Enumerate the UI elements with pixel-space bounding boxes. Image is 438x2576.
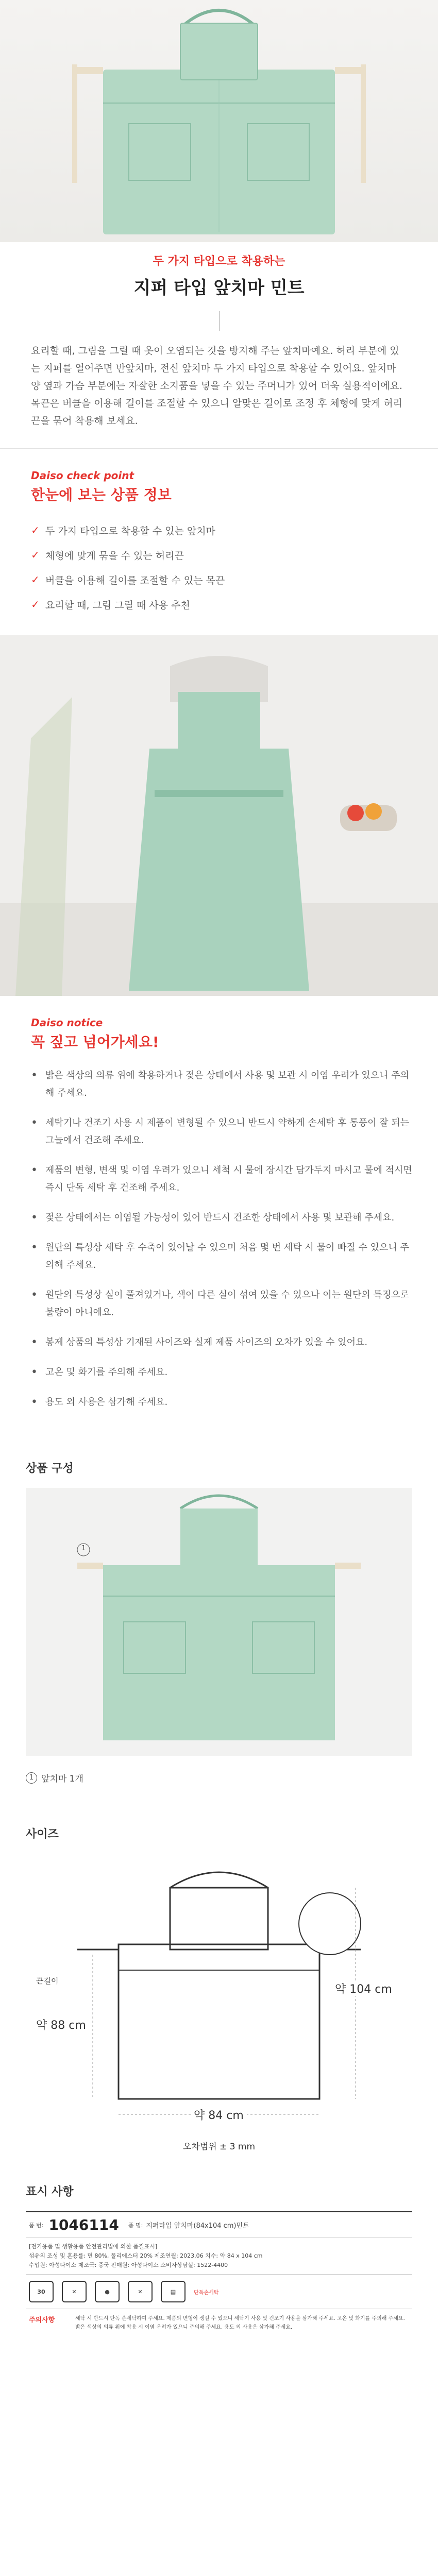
code-label: 품 번: <box>29 2222 44 2229</box>
name-label: 품 명: <box>128 2222 143 2229</box>
checkpoint-kicker: Daiso check point <box>31 469 134 482</box>
bullet-icon: • <box>31 1069 38 1082</box>
checkpoint-list <box>0 504 438 615</box>
care-symbols <box>26 2275 412 2309</box>
bullet-icon: • <box>31 1336 38 1349</box>
hand-wash-icon: 30 <box>29 2281 54 2302</box>
composition-item-label: 앞치마 1개 <box>41 1774 83 1784</box>
size-title: 사이즈 <box>26 1828 59 1841</box>
label-section <box>0 2152 438 2337</box>
list-item: ✓ 체형에 맞게 묶을 수 있는 허리끈 <box>31 549 184 562</box>
label-line: [전기용품 및 생활용품 안전관리법에 의한 품질표시] <box>29 2243 158 2250</box>
composition-title: 상품 구성 <box>26 1462 74 1475</box>
caution-text: 세탁 시 반드시 단독 손세탁하여 주세요. 제품의 변형이 생길 수 있으니 세탁기 사용 및 건조기 사용을 삼가해 주세요. 고온 및 화기를 주의해 주세요. 밝은 색상의 의류 위에 착용 시 이염 우려가 있으니 주의해 주세요. 용도 외 사용은 삼가해 주세요. <box>75 2316 405 2330</box>
list-item: • 봉제 상품의 특성상 기재된 사이즈와 실제 제품 사이즈의 오차가 있을 수 있어요. <box>31 1334 412 1351</box>
list-item: • 세탁기나 건조기 사용 시 제품이 변형될 수 있으니 반드시 약하게 손세탁 후 통풍이 잘 되는 그늘에서 건조해 주세요. <box>31 1114 412 1149</box>
checkpoint-heading: 한눈에 보는 상품 정보 <box>31 486 172 503</box>
size-tolerance: 오차범위 ± 3 mm <box>182 2142 256 2152</box>
notice-list <box>0 1052 438 1411</box>
item-number-badge: 1 <box>26 1772 37 1784</box>
list-item: • 밝은 색상의 의류 위에 착용하거나 젖은 상태에서 사용 및 보관 시 이염 우려가 있으니 주의해 주세요. <box>31 1067 412 1102</box>
label-info-lines <box>26 2238 412 2275</box>
bullet-icon: • <box>31 1289 38 1301</box>
bullet-icon: • <box>31 1241 38 1254</box>
bullet-icon: • <box>31 1366 38 1379</box>
no-bleach-icon: ✕ <box>62 2281 87 2302</box>
label-table <box>26 2211 412 2337</box>
no-dryclean-icon: ✕ <box>128 2281 153 2302</box>
waist-value: 약 88 cm <box>36 2019 86 2032</box>
size-section <box>0 1784 438 2152</box>
notice-header <box>0 996 438 1052</box>
caution-block <box>26 2309 412 2337</box>
check-icon: ✓ <box>31 573 40 586</box>
composition-item <box>26 1771 438 1784</box>
apron-flat-illustration <box>26 1488 412 1756</box>
height-value: 약 104 cm <box>335 1980 392 1996</box>
label-line: 수입원: 아성다이소 제조국: 중국 판매원: 아성다이소 소비자상담실: 1522-4400 <box>29 2262 228 2268</box>
notice-heading: 꼭 짚고 넘어가세요! <box>31 1033 159 1050</box>
list-item: • 제품의 변형, 변색 및 이염 우려가 있으니 세척 시 물에 장시간 담가두지 마시고 물에 적시면 즉시 단독 세탁 후 건조해 주세요. <box>31 1162 412 1197</box>
bullet-icon: • <box>31 1116 38 1129</box>
composition-section <box>0 1423 438 1784</box>
symbol-caption: 단독손세탁 <box>194 2290 219 2296</box>
check-icon: ✓ <box>31 549 40 561</box>
lifestyle-photo <box>0 635 438 996</box>
product-description: 요리할 때, 그림을 그릴 때 옷이 오염되는 것을 방지해 주는 앞치마예요. 허리 부분에 있는 지퍼를 열어주면 반앞치마, 전신 앞치마 두 가지 타입으로 착용할 수 있어요. 앞치마 양 옆과 가슴 부분에는 자잘한 소지품을 넣을 수 있는 주머니가 있어 더욱 실용적이에요. 목끈은 버클을 이용해 길이를 조절할 수 있으니 알맞은 길이로 조정 후 체형에 맞게 허리끈을 묶어 착용해 보세요. <box>31 345 402 427</box>
caution-title: 주의사항 <box>29 2316 55 2324</box>
width-value: 약 84 cm <box>191 2107 247 2123</box>
list-item: • 원단의 특성상 세탁 후 수축이 있어날 수 있으며 처음 몇 번 세탁 시 물이 빠질 수 있으니 주의해 주세요. <box>31 1239 412 1274</box>
bullet-icon: • <box>31 1164 38 1177</box>
list-item: ✓ 두 가지 타입으로 착용할 수 있는 앞치마 <box>31 524 215 537</box>
list-item: ✓ 버클을 이용해 길이를 조절할 수 있는 목끈 <box>31 573 225 586</box>
apron-hero-illustration <box>0 0 438 242</box>
product-title: 지퍼 타입 앞치마 민트 <box>133 278 305 298</box>
product-code: 1046114 <box>48 2216 119 2233</box>
list-item: • 원단의 특성상 실이 풀져있거나, 색이 다른 실이 섞여 있을 수 있으나 이는 원단의 특징으로 불량이 아니에요. <box>31 1286 412 1321</box>
shade-dry-icon: ▤ <box>161 2281 186 2302</box>
check-icon: ✓ <box>31 524 40 536</box>
label-title: 표시 사항 <box>26 2185 74 2198</box>
intro-section <box>0 242 438 430</box>
waist-title: 끈길이 <box>36 1976 59 1986</box>
list-item: • 고온 및 화기를 주의해 주세요. <box>31 1364 412 1381</box>
list-item: ✓ 요리할 때, 그림 그릴 때 사용 추천 <box>31 598 190 611</box>
iron-icon: ● <box>95 2281 120 2302</box>
composition-image <box>26 1488 412 1756</box>
check-icon: ✓ <box>31 598 40 611</box>
checkpoint-header <box>0 449 438 504</box>
product-name: 지퍼타입 앞치마(84x104 cm)민트 <box>146 2222 249 2230</box>
intro-divider <box>219 311 220 331</box>
composition-marker: 1 <box>81 1545 86 1552</box>
bullet-icon: • <box>31 1396 38 1409</box>
list-item: • 젖은 상태에서는 이염될 가능성이 있어 반드시 건조한 상태에서 사용 및 보관해 주세요. <box>31 1209 412 1227</box>
bullet-icon: • <box>31 1211 38 1224</box>
mannequin-apron-illustration <box>0 635 438 996</box>
size-diagram <box>26 1857 412 2135</box>
label-code-row <box>26 2212 412 2238</box>
label-line: 섬유의 조성 및 혼용률: 면 80%, 폴리에스터 20% 제조연월: 2023.06 치수: 약 84 x 104 cm <box>29 2252 263 2259</box>
hero-product-image <box>0 0 438 242</box>
intro-tag: 두 가지 타입으로 착용하는 <box>153 255 285 268</box>
notice-kicker: Daiso notice <box>31 1016 103 1029</box>
list-item: • 용도 외 사용은 삼가해 주세요. <box>31 1394 412 1411</box>
